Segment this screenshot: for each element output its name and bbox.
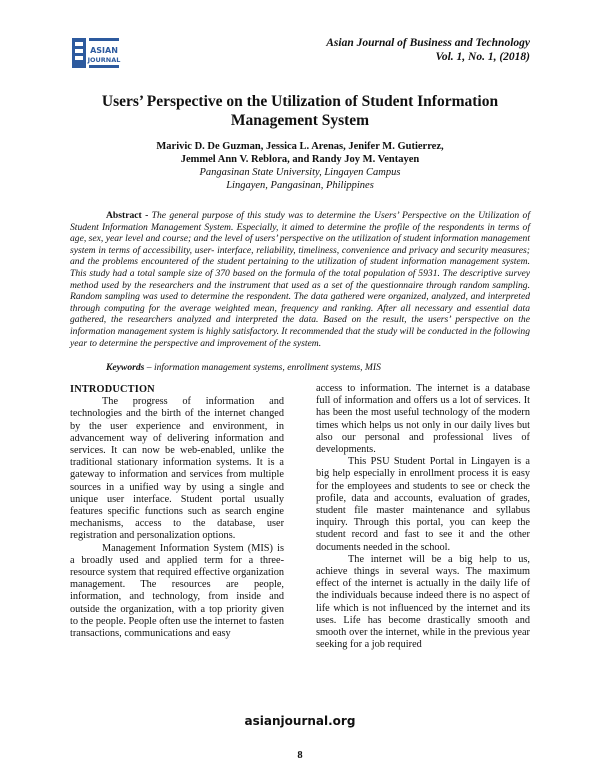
logo-text-journal: JOURNAL <box>87 56 121 64</box>
paragraph: The progress of information and technologies and the birth of the internet changed by the user experience and environment, in advancement way of delivering information and services. It can now be web-enabled, unlike the traditional stationary information systems. It is a gateway to information and services from multiple sources in a unified way by using a single and unique user interface. Student portal usually features specific functions such as search engine mechanisms, access to the database, user registration and personalization options. <box>70 396 284 542</box>
paper-title: Users’ Perspective on the Utilization of Student Information Management System <box>101 93 499 129</box>
author-block <box>60 140 540 192</box>
body-column-left <box>70 384 284 640</box>
location: Lingayen, Pangasinan, Philippines <box>226 180 374 191</box>
section-heading-introduction: INTRODUCTION <box>70 384 155 395</box>
keywords-text: – information management systems, enrollment systems, MIS <box>144 362 381 373</box>
keywords-label: Keywords <box>106 362 145 373</box>
paragraph: access to information. The internet is a database full of information and offers us a lot of services. It has been the most useful technology of the modern times which helps us not only in our daily lives but also our personal and professional lives of developments. <box>316 383 530 456</box>
affiliation: Pangasinan State University, Lingayen Campus <box>199 167 401 178</box>
paragraph: The internet will be a big help to us, achieve things in several ways. The maximum effect of the internet is actually in the daily life of the individuals because indeed there is no aspect of life which is not influenced by the internet and its uses. Life has become drastically smooth and smooth over the internet, while in the previous year seeking for a job required <box>316 553 530 651</box>
abstract <box>70 210 530 349</box>
abstract-text: The general purpose of this study was to determine the Users’ Perspective on the Utilization of Student Information Management System. Especially, it aimed to determine the profile of the respondents in terms of age, sex, year level and course; and the level of users’ perspective on the utilization of student information management system in terms of accessibility, user- interface, reliability, timeliness, convenience and privacy and security measures; and the problems encountered of the student pertaining to the utilization of student information management system. This study had a total sample size of 370 based on the formula of the total population of 5931. The descriptive survey method used by the researchers and the instrument that used as a set of the questionnaire through random sampling. Random sampling was used to determine the respondent. The data gathered were organized, analyzed, and interpreted through computing for the average weighted mean, frequency and ranking. After all necessary and essential data gathered, the researchers analyzed and interpreted the data. Based on the result, the users’ perspective on the information management system is highly satisfactory. It recommended that the study will be conducted in the following year to determine the perspective and improvement of the system. <box>70 210 531 349</box>
asian-journal-logo-icon <box>70 34 122 72</box>
footer-website: asianjournal.org <box>244 714 356 728</box>
journal-name: Asian Journal of Business and Technology <box>326 37 530 49</box>
keywords <box>106 362 530 374</box>
paragraph: This PSU Student Portal in Lingayen is a big help especially in enrollment process it is easy for the employees and students to see or check the profile, data and accounts, evaluation of grades, student file master maintenance and syllabus inquiry. Through this portal, you can keep the student record and fast to see it and the other documents needed in the school. <box>316 456 530 553</box>
page-number: 8 <box>297 750 303 761</box>
abstract-label: Abstract - <box>106 210 149 221</box>
authors-line-1: Marivic D. De Guzman, Jessica L. Arenas, Jenifer M. Gutierrez, <box>156 141 444 152</box>
paragraph: Management Information System (MIS) is a broadly used and applied term for a three-resource system that required effective organization management. The resources are people, information, and technology, from inside and outside the organization, with a top priority given to the people. People often use the internet to fasten transactions, communications and easy <box>70 542 284 640</box>
logo-text-asian: ASIAN <box>90 46 118 55</box>
authors-line-2: Jemmel Ann V. Reblora, and Randy Joy M. Ventayen <box>180 154 420 165</box>
journal-header <box>326 36 530 64</box>
body-column-right <box>316 383 530 651</box>
journal-volume: Vol. 1, No. 1, (2018) <box>435 51 530 63</box>
